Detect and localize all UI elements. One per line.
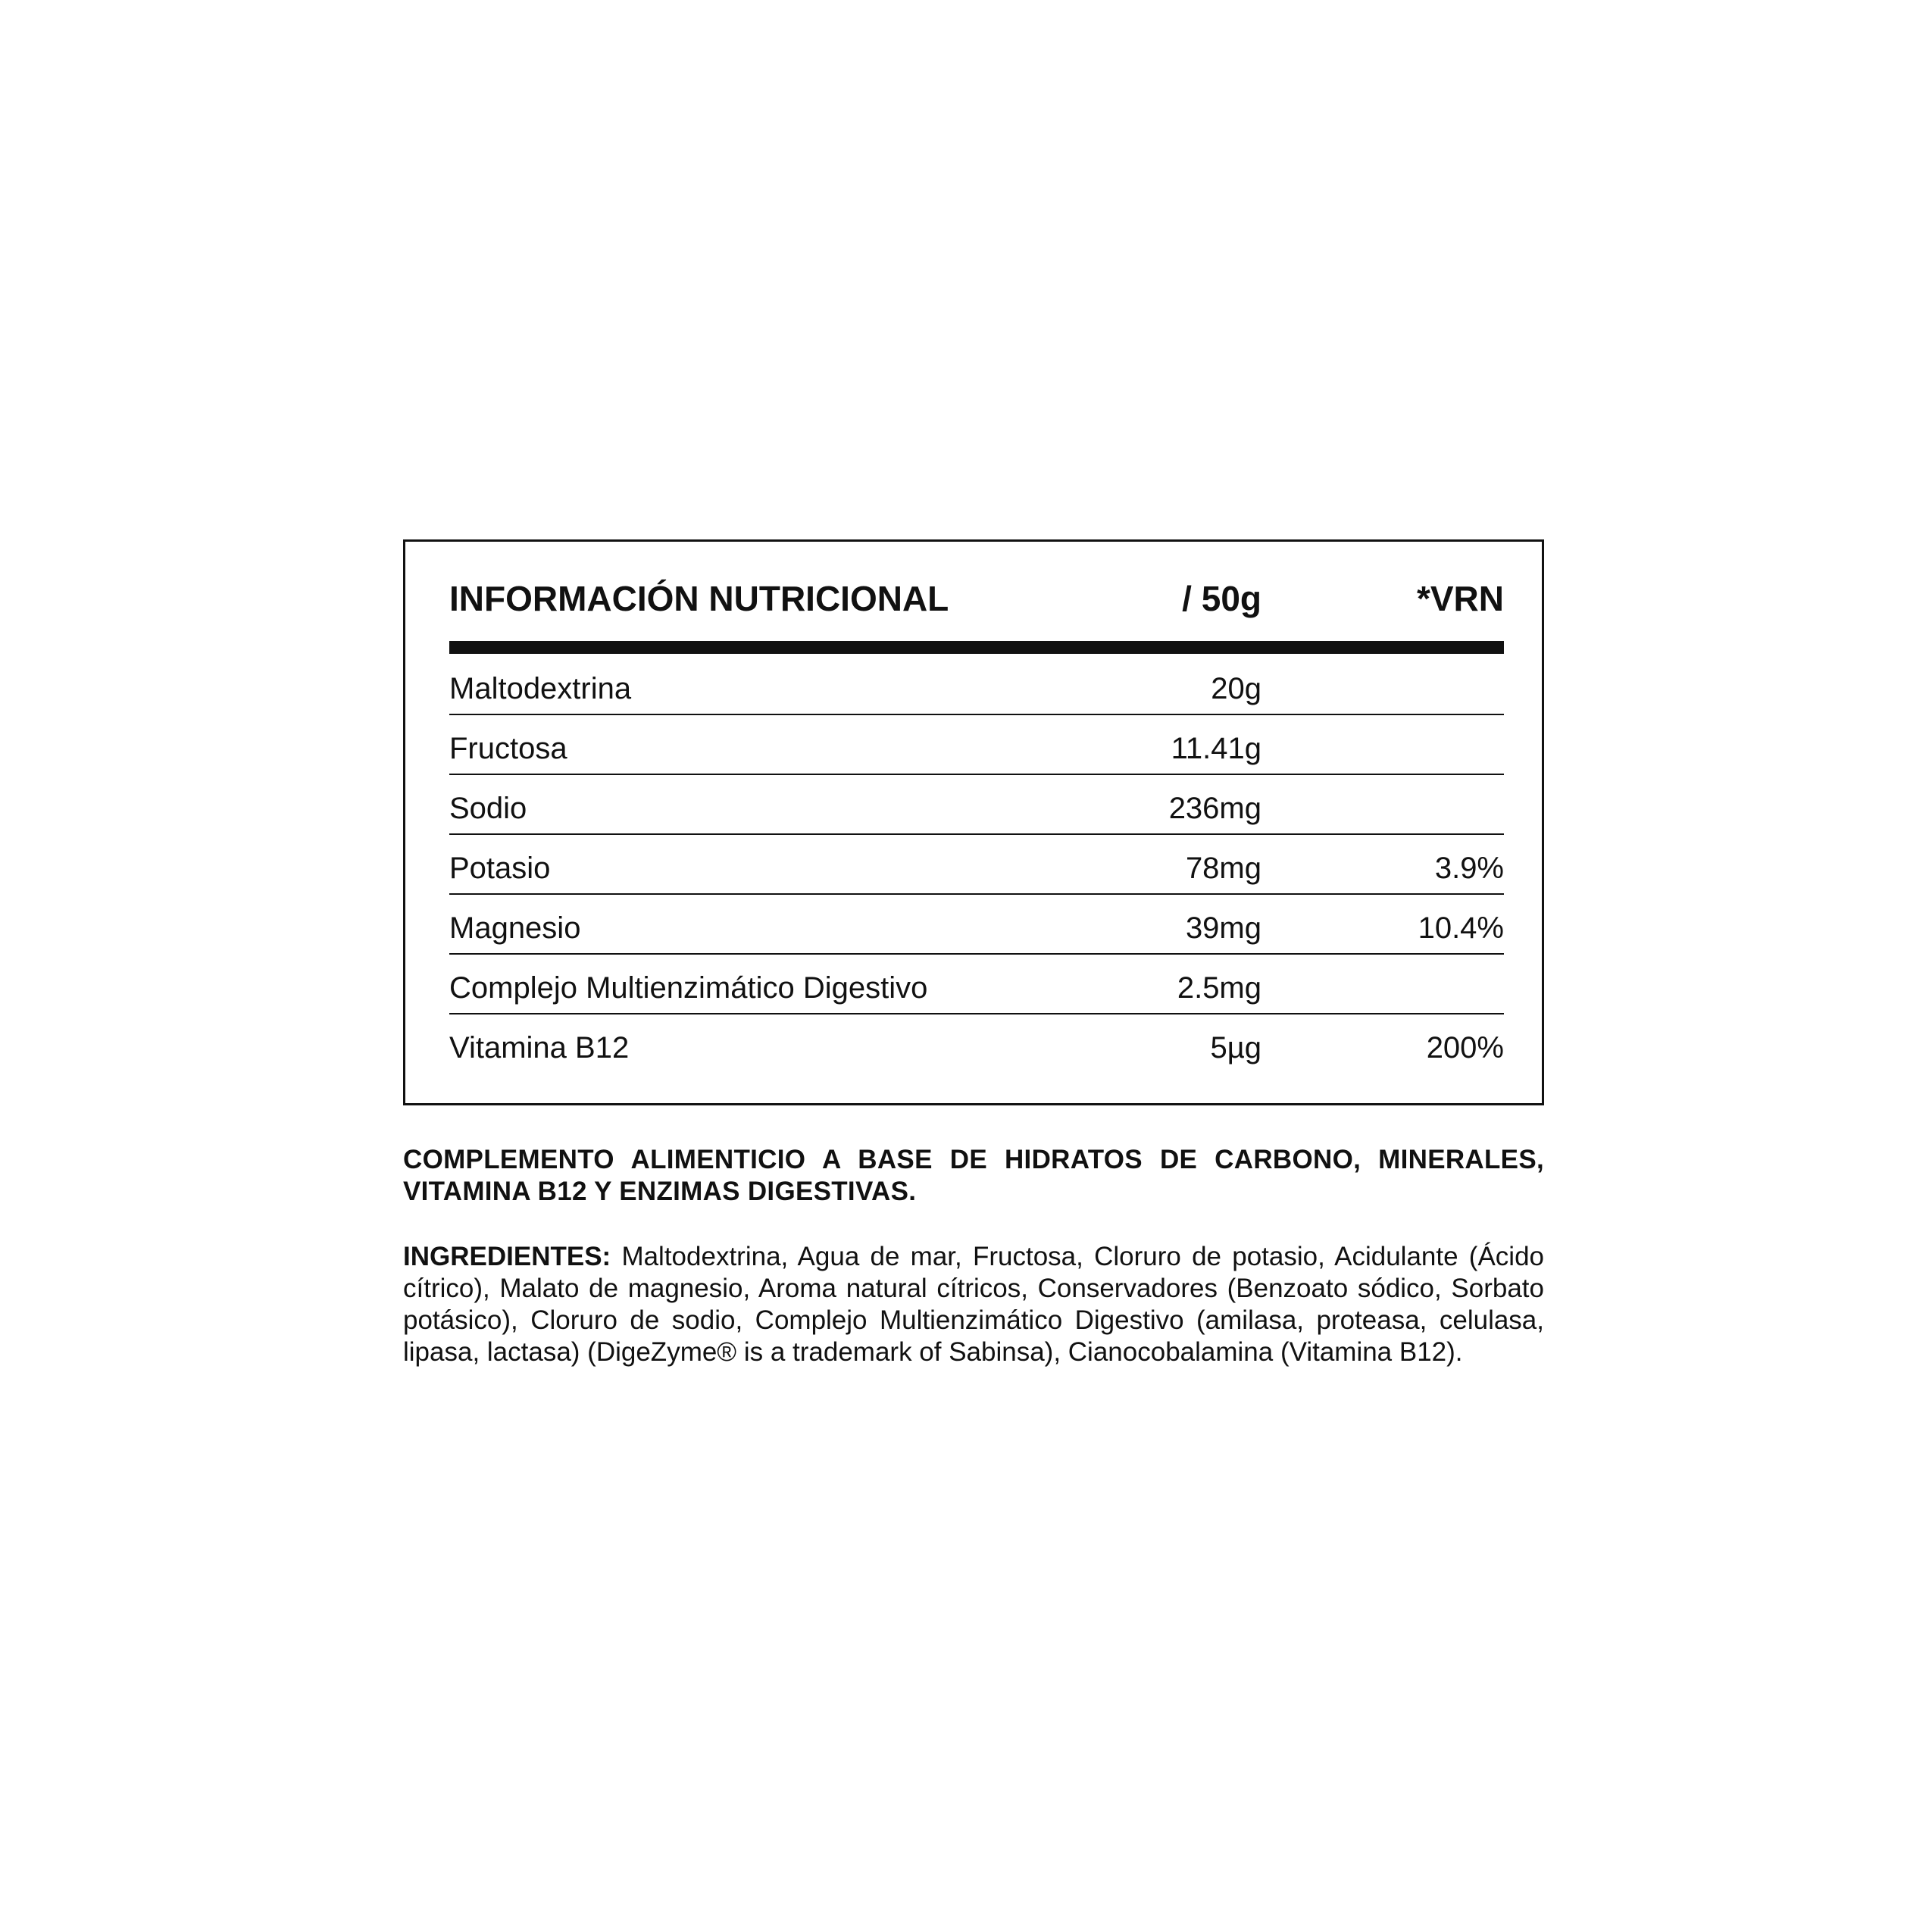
nutrient-vrn: 200% — [1426, 1031, 1504, 1064]
table-title: INFORMACIÓN NUTRICIONAL — [449, 579, 949, 618]
nutrient-amount: 78mg — [1185, 852, 1261, 885]
nutrient-amount: 2.5mg — [1177, 971, 1261, 1005]
nutrient-name: Sodio — [449, 792, 527, 825]
nutrient-amount: 39mg — [1185, 911, 1261, 945]
table-row — [449, 955, 1504, 1014]
table-body — [449, 655, 1504, 1074]
vrn-column-header: *VRN — [1416, 579, 1504, 618]
table-row — [449, 775, 1504, 835]
nutrient-vrn: 3.9% — [1434, 852, 1504, 885]
table-row — [449, 1014, 1504, 1074]
nutrient-amount: 20g — [1211, 672, 1261, 705]
nutrient-amount: 236mg — [1168, 792, 1261, 825]
ingredients-text: Maltodextrina, Agua de mar, Fructosa, Cloruro de potasio, Acidulante (Ácido cítrico), Malato de magnesio, Aroma natural cítricos, Conservadores (Benzoato sódico, Sorbato potásico), Cloruro de sodio, Complejo Multienzimático Digestivo (amilasa, proteasa, celulasa, lipasa, lactasa) (DigeZyme® is a trademark of Sabinsa), Cianocobalamina (Vitamina B12). — [403, 1242, 1544, 1367]
nutrient-name: Magnesio — [449, 911, 581, 945]
ingredients-paragraph — [403, 1241, 1544, 1368]
nutrient-name: Maltodextrina — [449, 672, 632, 705]
product-description: COMPLEMENTO ALIMENTICIO A BASE DE HIDRATOS DE CARBONO, MINERALES, VITAMINA B12 Y ENZIMAS DIGESTIVAS. — [403, 1145, 1544, 1206]
table-row — [449, 895, 1504, 955]
header-divider — [449, 641, 1504, 654]
ingredients-label: INGREDIENTES: — [403, 1242, 611, 1271]
nutrient-amount: 11.41g — [1171, 732, 1261, 765]
amount-column-header: / 50g — [1182, 579, 1261, 618]
nutrient-vrn: 10.4% — [1418, 911, 1504, 945]
nutrient-amount: 5µg — [1210, 1031, 1261, 1064]
nutrition-table — [403, 539, 1544, 1105]
table-row — [449, 715, 1504, 775]
table-row — [449, 835, 1504, 895]
nutrient-name: Fructosa — [449, 732, 567, 765]
table-row — [449, 655, 1504, 715]
nutrient-name: Vitamina B12 — [449, 1031, 630, 1064]
nutrient-name: Complejo Multienzimático Digestivo — [449, 971, 928, 1005]
nutrient-name: Potasio — [449, 852, 551, 885]
table-header — [449, 575, 1504, 628]
